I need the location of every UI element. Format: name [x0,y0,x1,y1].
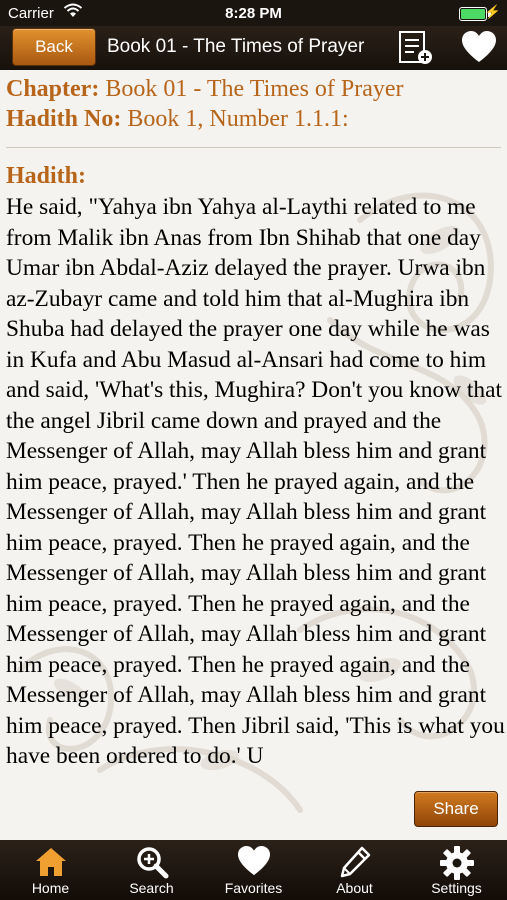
charging-icon: ⚡ [484,4,501,19]
page-title: Book 01 - The Times of Prayer [107,36,365,57]
tab-search-label: Search [129,880,174,896]
clock: 8:28 PM [225,5,282,22]
tab-settings-label: Settings [431,880,482,896]
tab-settings[interactable] [406,840,507,900]
add-note-icon[interactable] [396,29,434,67]
tab-search[interactable] [101,840,202,900]
gear-icon [439,845,475,881]
hadith-number-value: Book 1, Number 1.1.1: [127,106,349,132]
hadith-number-label: Hadith No: [6,106,122,132]
hadith-content[interactable] [0,70,507,840]
chapter-value: Book 01 - The Times of Prayer [105,76,404,102]
back-button[interactable]: Back [12,28,96,66]
share-button[interactable]: Share [414,791,498,827]
hadith-text: He said, "Yahya ibn Yahya al-Laythi related to me from Malik ibn Anas from Ibn Shihab that one day Umar ibn Abdal-Aziz delayed the prayer. Urwa ibn az-Zubayr came and told him that al-Mughira ibn Shuba had delayed the prayer one day while he was in Kufa and Abu Masud al-Ansari had come to him and said, 'What's this, Mughira? Don't you know that the angel Jibril came down and prayed and the Messenger of Allah, may Allah bless him and grant him peace, prayed.' Then he prayed again, and the Messenger of Allah, may Allah bless him and grant him peace, prayed. Then he prayed again, and the Messenger of Allah, may Allah bless him and grant him peace, prayed. Then he prayed again, and the Messenger of Allah, may Allah bless him and grant him peace, prayed. Then he prayed again, and the Messenger of Allah, may Allah bless him and grant him peace, prayed. Then Jibril said, 'This is what you have been ordered to do.' U [6,194,505,769]
heart-icon [236,845,272,877]
carrier-label: Carrier [8,5,54,22]
hadith-metadata [6,74,404,134]
tab-bar [0,840,507,900]
hadith-label: Hadith: [6,163,87,189]
search-icon [135,845,169,879]
favorite-heart-icon[interactable] [461,30,497,64]
navigation-bar [0,26,507,70]
chapter-line [6,74,404,104]
battery-icon [459,7,487,21]
divider [6,147,501,148]
pencil-icon [338,845,372,879]
hadith-number-line [6,104,404,134]
tab-home[interactable] [0,840,101,900]
tab-about[interactable] [304,840,405,900]
tab-favorites-label: Favorites [224,880,283,896]
tab-favorites[interactable] [203,840,304,900]
tab-home-label: Home [31,880,70,896]
tab-about-label: About [336,880,373,896]
chapter-label: Chapter: [6,76,100,102]
status-bar [0,0,507,26]
home-icon [34,845,68,879]
